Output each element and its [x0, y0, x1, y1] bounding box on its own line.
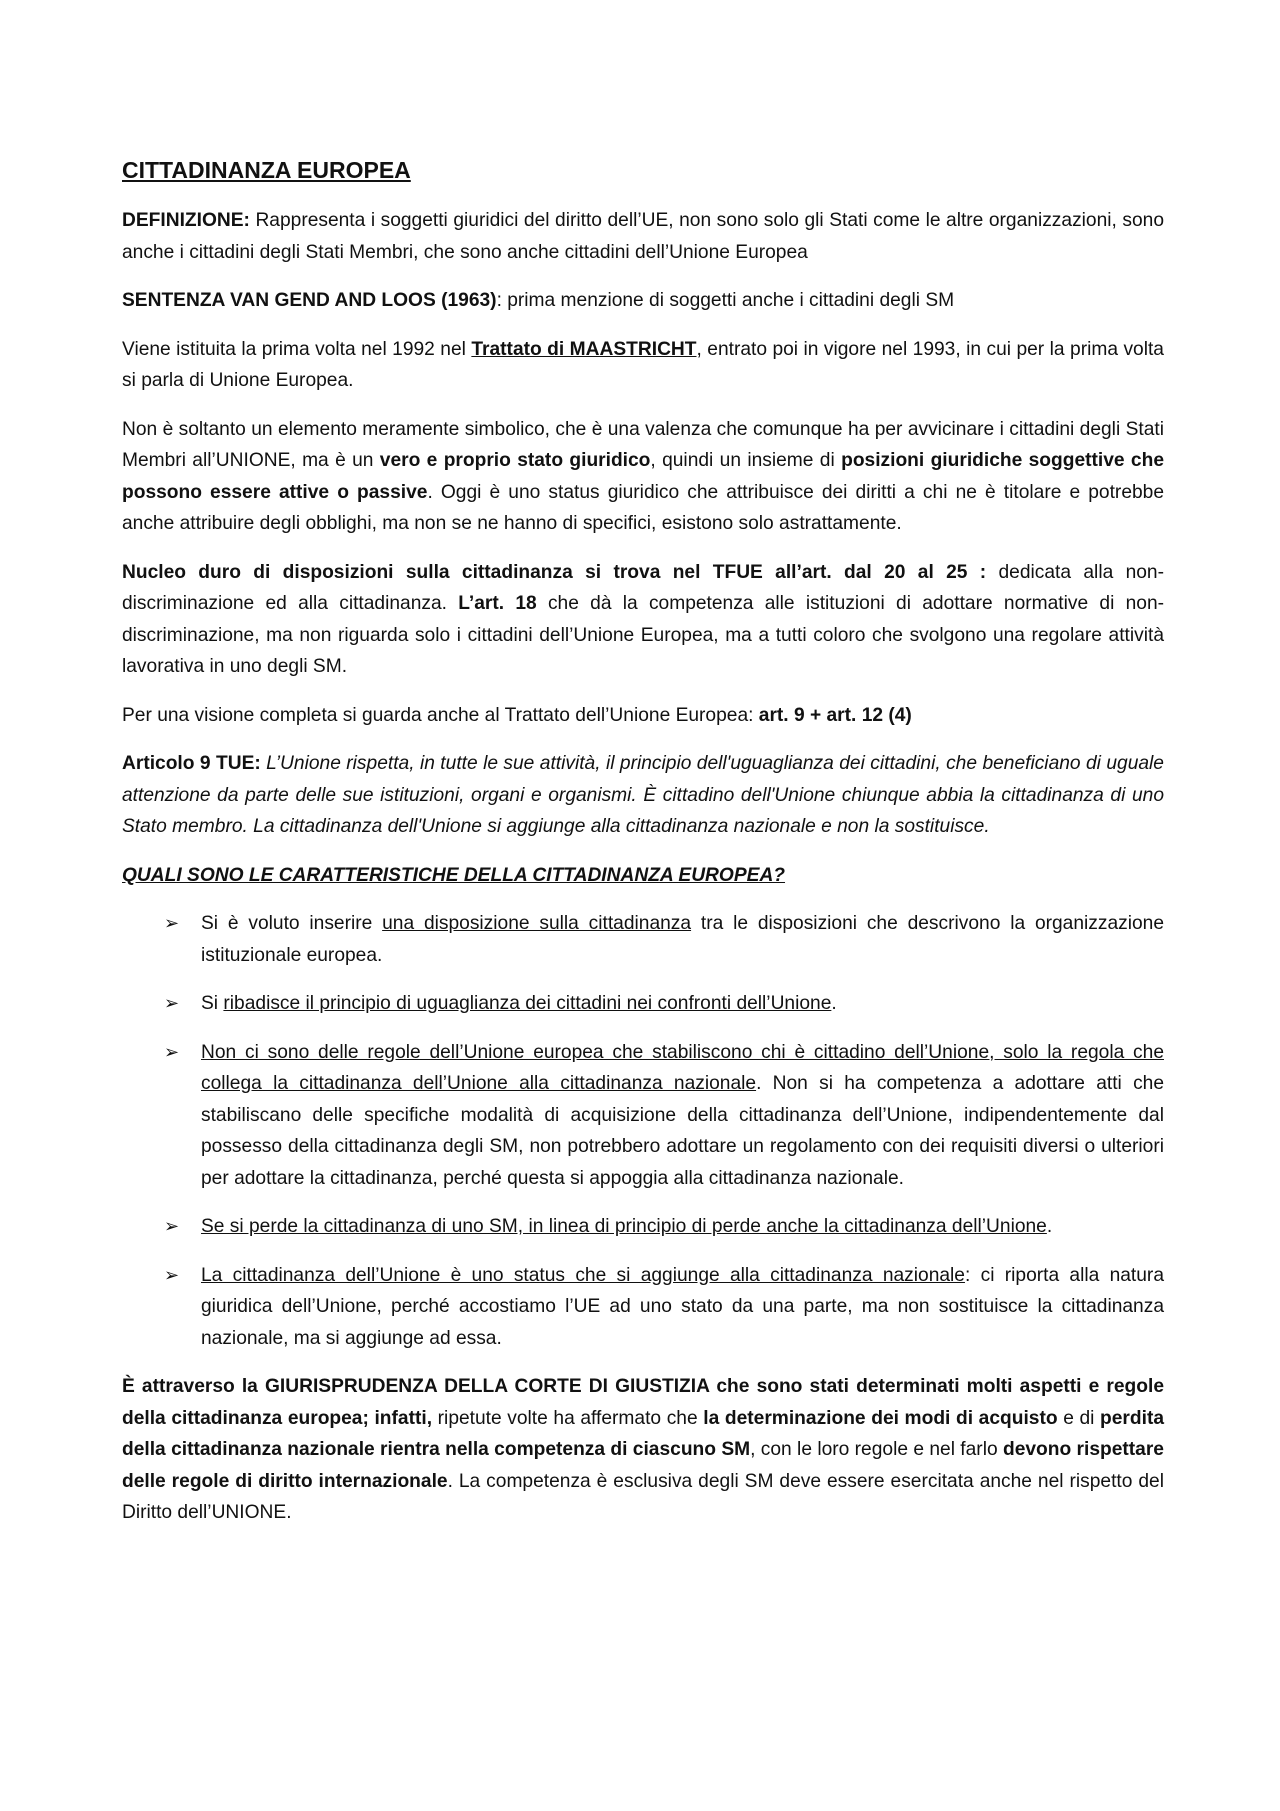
simbolico-bold-1: vero e proprio stato giuridico — [379, 450, 651, 471]
list-item-text: Si — [201, 993, 224, 1014]
maastricht-pre: Viene istituita la prima volta nel 1992 nel — [122, 338, 472, 360]
sentenza-text: : prima menzione di soggetti anche i cittadini degli SM — [496, 290, 955, 311]
list-item-text: tra le disposizioni che descrivono la organizzazione istituzionale europea. — [201, 913, 1165, 966]
simbolico-text-1: Non è soltanto un elemento meramente simbolico, che è una valenza che comunque ha per avvicinare i cittadini degli Stati Membri all’UNIONE, ma è un — [122, 418, 1164, 471]
list-item-text: . Non si ha competenza a adottare atti che stabiliscano delle specifiche modalità di acquisizione della cittadinanza dell’Unione, indipendentemente dal possesso della cittadinanza degli SM, non potrebbero adottare un regolamento con dei requisiti diversi o ulteriori per adottare la cittadinanza, perché questa si appoggia alla cittadinanza nazionale. — [201, 1073, 1165, 1189]
nucleo-text-1: dedicata alla non-discriminazione ed alla cittadinanza. — [122, 561, 1164, 614]
arrow-bullet-icon: ➢ — [164, 1216, 180, 1236]
sentenza-label: SENTENZA VAN GEND AND LOOS (1963) — [122, 290, 497, 311]
articolo9-paragraph — [122, 748, 1164, 843]
list-item-underlined: Se si perde la cittadinanza di uno SM, in linea di principio di perde anche la cittadinanza dell’Unione — [201, 1216, 1047, 1237]
giurisprudenza-bold-2: la determinazione dei modi di acquisto — [703, 1407, 1058, 1429]
arrow-bullet-icon: ➢ — [164, 913, 180, 933]
list-item-underlined: ribadisce il principio di uguaglianza dei cittadini nei confronti dell’Unione — [223, 993, 832, 1014]
nucleo-text-2: che dà la competenza alle istituzioni di adottare normative di non-discriminazione, ma non riguarda solo i cittadini dell’Unione Europea, ma a tutti coloro che svolgono una regolare attività lavorativa in uno degli SM. — [122, 593, 1165, 677]
simbolico-bold-2: posizioni giuridiche soggettive che possono essere attive o passive — [122, 450, 1164, 503]
list-item-text: Si è voluto inserire — [201, 913, 383, 934]
arrow-bullet-icon: ➢ — [164, 1041, 180, 1062]
list-item-text: . — [1046, 1216, 1053, 1237]
section-question: QUALI SONO LE CARATTERISTICHE DELLA CITTADINANZA EUROPEA? — [122, 864, 786, 886]
giurisprudenza-bold-4: devono rispettare delle regole di diritto internazionale — [122, 1439, 1164, 1492]
nucleo-paragraph — [122, 557, 1164, 683]
nucleo-bold-1: Nucleo duro di disposizioni sulla cittadinanza si trova nel TFUE all’art. dal 20 al 25 : — [122, 561, 987, 583]
list-item — [122, 988, 1164, 1020]
list-item-text: . — [831, 993, 837, 1014]
giurisprudenza-text-3: , con le loro regole e nel farlo — [750, 1439, 1003, 1460]
giurisprudenza-bold-3: perdita della cittadinanza nazionale rientra nella competenza di ciascuno SM — [122, 1407, 1165, 1460]
characteristics-list — [122, 908, 1164, 1354]
list-item — [122, 1211, 1164, 1243]
visione-paragraph — [122, 700, 1164, 732]
simbolico-paragraph — [122, 414, 1164, 540]
list-item-text: : ci riporta alla natura giuridica dell’Unione, perché accostiamo l’UE ad uno stato da una parte, ma non sostituisce la cittadinanza nazionale, ma si aggiunge ad essa. — [201, 1264, 1164, 1349]
giurisprudenza-bold-1: È attraverso la GIURISPRUDENZA DELLA CORTE DI GIUSTIZIA che sono stati determinati molti aspetti e regole della cittadinanza europea; infatti, — [122, 1376, 1164, 1429]
nucleo-bold-2: L’art. 18 — [458, 593, 537, 614]
visione-text: Per una visione completa si guarda anche al Trattato dell’Unione Europea: — [122, 704, 759, 726]
giurisprudenza-text-4: . La competenza è esclusiva degli SM deve essere esercitata anche nel rispetto del Diritto dell’UNIONE. — [122, 1470, 1164, 1523]
simbolico-text-3: . Oggi è uno status giuridico che attribuisce dei diritti a chi ne è titolare e potrebbe anche attribuire degli obblighi, ma non se ne hanno di specifici, esistono solo astrattamente. — [122, 481, 1164, 534]
maastricht-paragraph — [122, 334, 1164, 397]
visione-bold: art. 9 + art. 12 (4) — [758, 704, 912, 726]
giurisprudenza-text-1: ripetute volte ha affermato che — [432, 1407, 704, 1429]
giurisprudenza-text-2: e di — [1057, 1407, 1101, 1429]
list-item — [122, 908, 1164, 971]
articolo9-quote: L’Unione rispetta, in tutte le sue attività, il principio dell'uguaglianza dei cittadini, che beneficiano di uguale attenzione da parte delle sue istituzioni, organi e organismi. È cittadino dell'Unione chiunque abbia la cittadinanza di uno Stato membro. La cittadinanza dell'Unione si aggiunge alla cittadinanza nazionale e non la sostituisce. — [122, 753, 1164, 837]
list-item — [122, 1260, 1164, 1355]
maastricht-treaty: Trattato di MAASTRICHT — [471, 338, 697, 360]
maastricht-post: , entrato poi in vigore nel 1993, in cui per la prima volta si parla di Unione Europea. — [122, 338, 1164, 391]
definizione-text: Rappresenta i soggetti giuridici del diritto dell’UE, non sono solo gli Stati come le altre organizzazioni, sono anche i cittadini degli Stati Membri, che sono anche cittadini dell’Unione Europea — [122, 210, 1164, 263]
list-item — [122, 1037, 1164, 1195]
simbolico-text-2: , quindi un insieme di — [650, 450, 842, 471]
definizione-label: DEFINIZIONE: — [122, 210, 250, 231]
sentenza-paragraph — [122, 285, 1164, 317]
giurisprudenza-paragraph — [122, 1371, 1164, 1529]
arrow-bullet-icon: ➢ — [164, 993, 180, 1013]
arrow-bullet-icon: ➢ — [164, 1264, 180, 1285]
list-item-underlined: Non ci sono delle regole dell’Unione europea che stabiliscono chi è cittadino dell’Unione, solo la regola che collega la cittadinanza dell’Unione alla cittadinanza nazionale — [201, 1041, 1164, 1094]
list-item-underlined: La cittadinanza dell’Unione è uno status che si aggiunge alla cittadinanza nazionale — [201, 1264, 965, 1286]
list-item-underlined: una disposizione sulla cittadinanza — [382, 913, 692, 934]
page-title: CITTADINANZA EUROPEA — [122, 157, 411, 183]
articolo9-label: Articolo 9 TUE: — [122, 753, 261, 774]
definizione-paragraph — [122, 205, 1164, 268]
